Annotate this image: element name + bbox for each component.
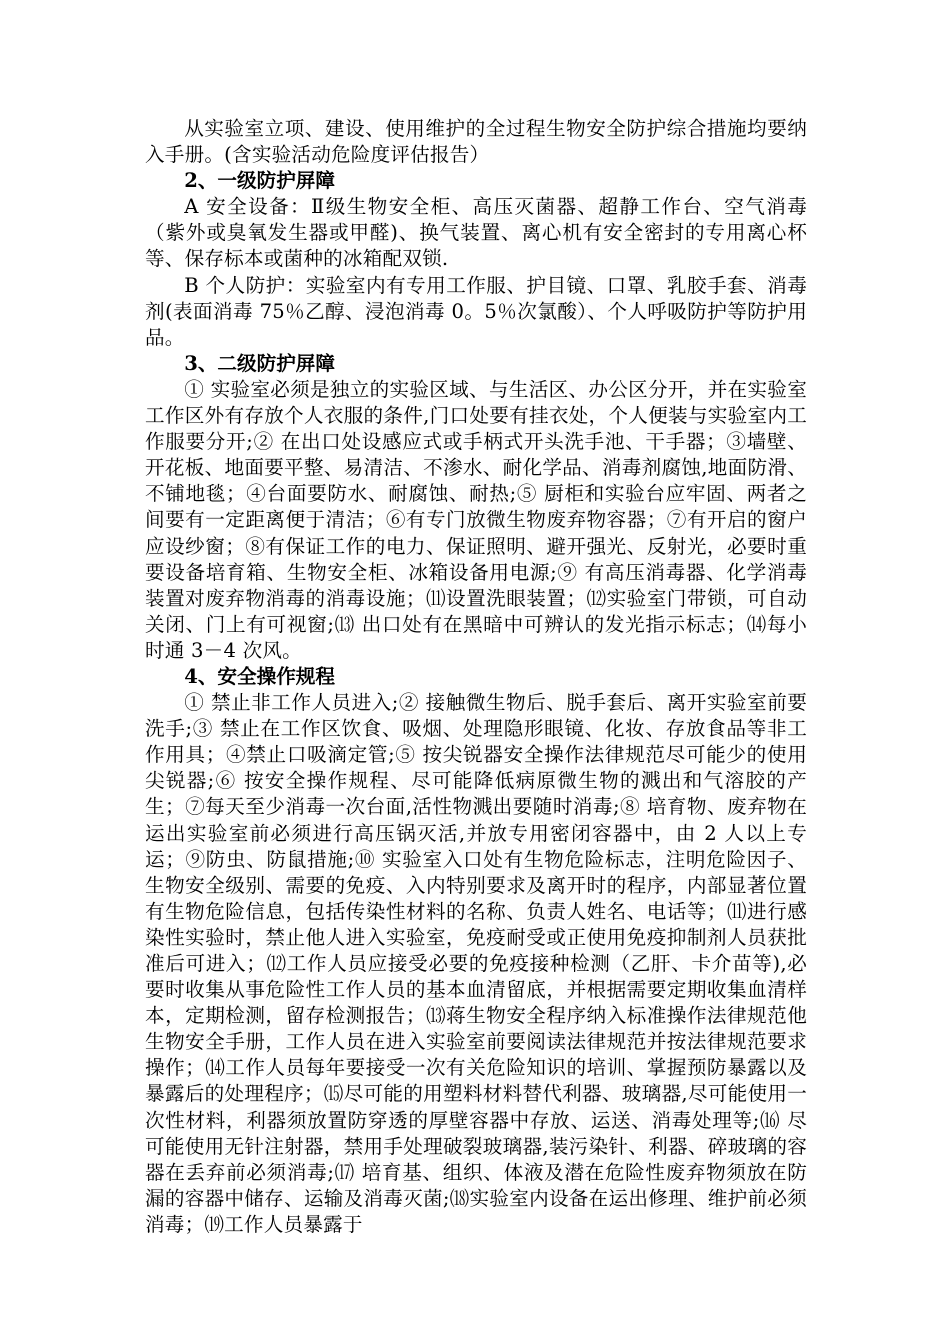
section-4-body: ① 禁止非工作人员进入;② 接触微生物后、脱手套后、离开实验室前要洗手;③ 禁止在工作区饮食、吸烟、处理隐形眼镜、化妆、存放食品等非工作用具；④禁止口吸滴定管;⑤ 按尖锐器安全操作法律规范尽可能少的使用尖锐器;⑥ 按安全操作规程、尽可能降低病原微生物的溅出和气溶胶的产生；⑦每天至少消毒一次台面,活性物溅出要随时消毒;⑧ 培育物、废弃物在运出实验室前必须进行高压锅灭活,并放专用密闭容器中，由 2 人以上专运；⑨防虫、防鼠措施;⑩ 实验室入口处有生物危险标志，注明危险因子、生物安全级别、需要的免疫、入内特别要求及离开时的程序，内部显著位置有生物危险信息，包括传染性材料的名称、负责人姓名、电话等；⑾进行感染性实验时，禁止他人进入实验室，免疫耐受或正使用免疫抑制剂人员获批准后可进入；⑿工作人员应接受必要的免疫接种检测（乙肝、卡介苗等),必要时收集从事危险性工作人员的基本血清留底，并根据需要定期收集血清样本，定期检测，留存检测报告；⒀蒋生物安全程序纳入标准操作法律规范他生物安全手册，工作人员在进入实验室前要阅读法律规范并按法律规范要求操作；⒁工作人员每年要接受一次有关危险知识的培训、掌握预防暴露以及暴露后的处理程序；⒂尽可能的用塑料材料替代利器、玻璃器,尽可能使用一次性材料，利器须放置防穿透的厚壁容器中存放、运送、消毒处理等;⒃ 尽可能使用无针注射器，禁用手处理破裂玻璃器,装污染针、利器、碎玻璃的容器在丢弃前必须消毒;⒄ 培育基、组织、体液及潜在危险性废弃物须放在防漏的容器中储存、运输及消毒灭菌;⒅实验室内设备在运出修理、维护前必须消毒；⒆工作人员暴露于	[145, 691, 807, 1236]
section-3-body: ① 实验室必须是独立的实验区域、与生活区、办公区分开，并在实验室工作区外有存放个人衣服的条件,门口处要有挂衣处，个人便装与实验室内工作服要分开;② 在出口处设感应式或手柄式开头洗手池、干手器；③墙壁、开花板、地面要平整、易清洁、不渗水、耐化学品、消毒剂腐蚀,地面防滑、不铺地毯；④台面要防水、耐腐蚀、耐热;⑤ 厨柜和实验台应牢固、两者之间要有一定距离便于清洁；⑥有专门放微生物废弃物容器；⑦有开启的窗户应设纱窗；⑧有保证工作的电力、保证照明、避开强光、反射光，必要时重要设备培育箱、生物安全柜、冰箱设备用电源;⑨ 有高压消毒器、化学消毒装置对废弃物消毒的消毒设施；⑾设置洗眼装置；⑿实验室门带锁，可自动关闭、门上有可视窗;⒀ 出口处有在黑暗中可辨认的发光指示标志；⒁每小时通 3－4 次风。	[145, 377, 807, 662]
intro-paragraph: 从实验室立项、建设、使用维护的全过程生物安全防护综合措施均要纳入手册。(含实验活动危险度评估报告）	[145, 117, 807, 167]
document-page	[145, 116, 807, 1238]
section-2-personal-protection: B 个人防护：实验室内有专用工作服、护目镜、口罩、乳胶手套、消毒剂(表面消毒 75％乙醇、浸泡消毒 0。5％次氯酸）、个人呼吸防护等防护用品。	[145, 273, 807, 349]
section-4-heading: 4、安全操作规程	[184, 664, 335, 688]
section-2-heading: 2、一级防护屏障	[184, 169, 335, 193]
section-2-safety-equipment: A 安全设备：Ⅱ级生物安全柜、高压灭菌器、超静工作台、空气消毒（紫外或臭氧发生器或甲醛)、换气装置、离心机有安全密封的专用离心杯等、保存标本或菌种的冰箱配双锁.	[145, 195, 807, 271]
section-3-heading: 3、二级防护屏障	[184, 351, 335, 375]
